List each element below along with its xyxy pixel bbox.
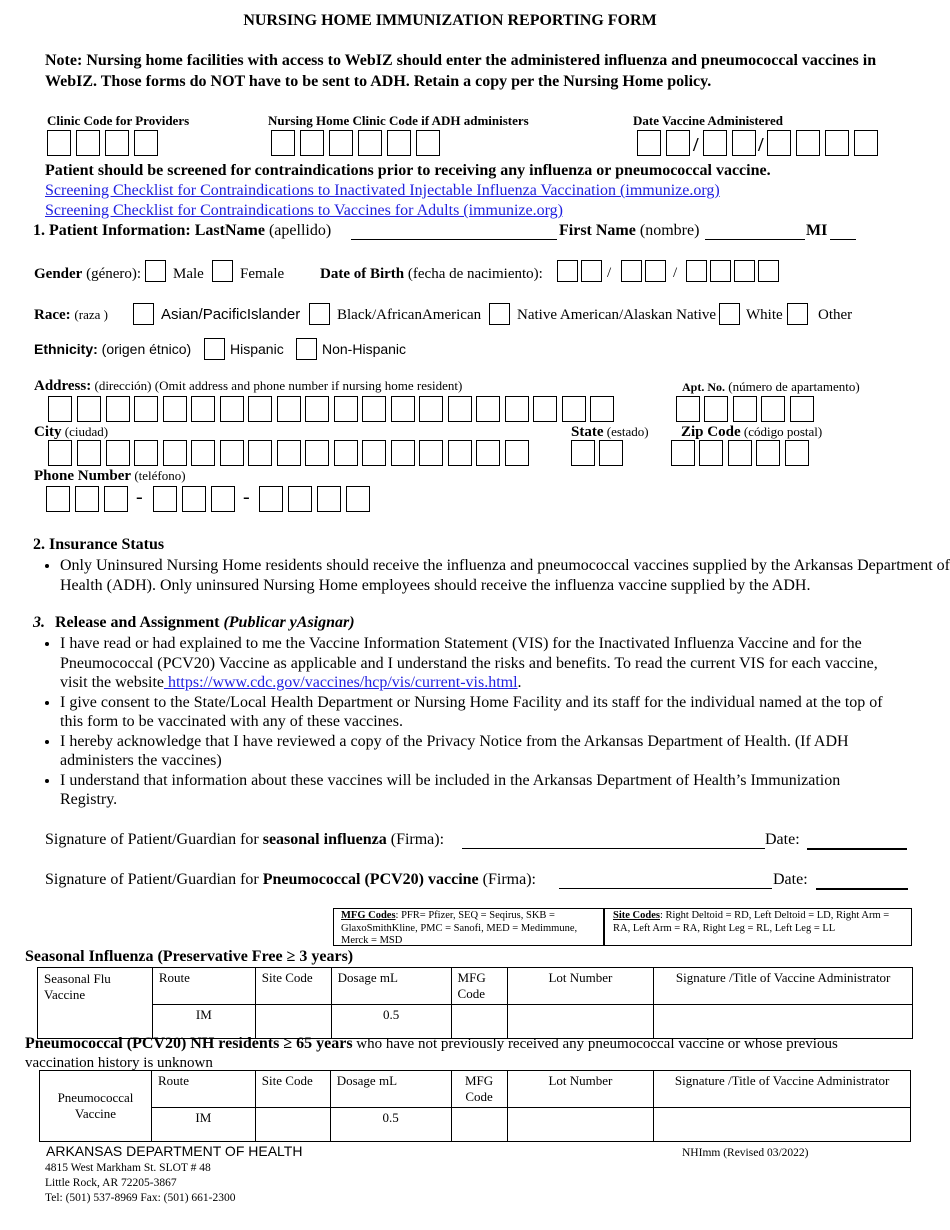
nh-clinic-code-box[interactable] [300,130,324,156]
gender-female-label: Female [240,266,285,282]
dob-separator: / [607,265,612,281]
release-consent-bullet: • I give consent to the State/Local Health Department or Nursing Home Facility and its staff for the individual named at the top of this form to be vaccinated with any of these vaccines. [60,693,888,732]
form-title: NURSING HOME IMMUNIZATION REPORTING FORM [243,12,657,29]
release-vis-text: I have read or had explained to me the Vaccine Information Statement (VIS) for the Inactivated Influenza Vaccine and for the Pneumococcal (PCV20) Vaccine as applicable and I understand the risks and benefits. To read the current VIS for each vaccine, visit the website [60,635,878,691]
first-name-spanish: (nombre) [639,222,700,239]
city-box[interactable] [277,440,301,466]
flu-header-mfg-code: MFG Code [451,968,507,1005]
mfg-codes-title: MFG Codes [341,910,396,921]
gender-line [34,266,141,283]
address-box[interactable] [562,396,586,422]
vis-link[interactable]: https://www.cdc.gov/vaccines/hcp/vis/current-vis.html [163,674,518,691]
address-box[interactable] [391,396,415,422]
release-privacy-bullet: • I hereby acknowledge that I have reviewed a copy of the Privacy Notice from the Arkansas Department of Health. (If ADH administers the vaccines) [60,732,888,771]
race-other-label: Other [818,307,853,323]
apt-spanish: (número de apartamento) [728,379,860,394]
first-name-field[interactable] [705,239,805,240]
city-box[interactable] [248,440,272,466]
last-name-field[interactable] [351,239,557,240]
address-box[interactable] [48,396,72,422]
date-admin-year-box[interactable] [796,130,820,156]
apt-line [682,379,860,395]
address-instructions: (dirección) (Omit address and phone number if nursing home resident) [94,378,463,393]
state-box[interactable] [571,440,595,466]
race-other-checkbox[interactable] [787,303,808,325]
flu-vaccine-table [37,967,913,1039]
pcv-header-site-code: Site Code [255,1071,330,1108]
gender-spanish: (género): [86,266,142,282]
city-box[interactable] [77,440,101,466]
clinic-code-box[interactable] [76,130,100,156]
pcv-site-code-cell[interactable] [255,1108,330,1142]
address-box[interactable] [533,396,557,422]
ethnicity-nonhispanic-label: Non-Hispanic [322,341,407,357]
pcv-heading-rest: who have not previously received any pneumococcal vaccine or whose previous vaccination history is unknown [25,1036,838,1071]
clinic-code-box[interactable] [134,130,158,156]
dob-label: Date of Birth [320,266,405,282]
date-admin-day-box[interactable] [732,130,756,156]
race-asian-checkbox[interactable] [133,303,154,325]
flu-signature-field[interactable] [462,848,765,849]
pcv-signature-suffix: (Firma): [478,871,536,888]
city-box[interactable] [48,440,72,466]
race-asian-label: Asian/PacificIslander [161,306,301,323]
city-box[interactable] [106,440,130,466]
phone-line-box[interactable] [259,486,283,512]
city-box[interactable] [191,440,215,466]
zip-box[interactable] [785,440,809,466]
dob-month-box[interactable] [557,260,578,282]
flu-signature-suffix: (Firma): [386,831,445,848]
zip-label: Zip Code [681,424,741,440]
pcv-header-dosage: Dosage mL [330,1071,451,1108]
phone-label: Phone Number [34,468,132,484]
city-box[interactable] [476,440,500,466]
phone-separator: - [243,486,250,508]
flu-date-label: Date: [765,831,800,848]
date-admin-month-box[interactable] [637,130,661,156]
phone-area-box[interactable] [46,486,70,512]
dob-day-box[interactable] [645,260,666,282]
dob-separator: / [673,265,678,281]
nh-clinic-code-box[interactable] [358,130,382,156]
phone-prefix-box[interactable] [153,486,177,512]
city-box[interactable] [391,440,415,466]
gender-male-label: Male [173,266,204,282]
nh-clinic-code-label: Nursing Home Clinic Code if ADH administers [268,113,529,128]
ethnicity-nonhispanic-checkbox[interactable] [296,338,317,360]
flu-table-heading: Seasonal Influenza (Preservative Free ≥ 3 years) [25,948,354,965]
city-box[interactable] [448,440,472,466]
apt-box[interactable] [761,396,785,422]
apt-box[interactable] [676,396,700,422]
race-white-checkbox[interactable] [719,303,740,325]
race-spanish: (raza ) [74,307,108,322]
flu-header-route: Route [152,968,255,1005]
date-admin-year-box[interactable] [854,130,878,156]
dob-year-box[interactable] [734,260,755,282]
dob-line [320,266,543,283]
state-label: State [571,424,604,440]
flu-header-lot-number: Lot Number [507,968,654,1005]
pcv-header-lot-number: Lot Number [507,1071,654,1108]
flu-signature-bold: seasonal influenza [262,831,387,848]
race-white-label: White [746,307,783,323]
race-native-checkbox[interactable] [489,303,510,325]
apt-box[interactable] [790,396,814,422]
pcv-dosage-cell: 0.5 [330,1108,451,1142]
address-label: Address: [34,378,92,394]
release-vis-period: . [517,674,522,691]
state-spanish: (estado) [606,424,649,439]
pcv-administrator-cell[interactable] [654,1108,911,1142]
flu-signature-prefix: Signature of Patient/Guardian for [45,831,263,848]
middle-initial-label: MI [806,222,828,239]
patient-section-number: 1. [33,222,45,239]
address-box[interactable] [134,396,158,422]
nh-clinic-code-box[interactable] [387,130,411,156]
dob-month-box[interactable] [581,260,602,282]
pcv-table-heading [25,1034,905,1073]
address-box[interactable] [191,396,215,422]
pcv-vaccine-table [39,1070,911,1142]
mfg-codes-text: : PFR= Pfizer, SEQ = Seqirus, SKB = GlaxoSmithKline, PMC = Sanofi, MED = Medimmune, Merck = MSD [341,910,578,946]
phone-area-box[interactable] [104,486,128,512]
ethnicity-spanish: (origen étnico) [101,341,192,357]
pcv-lot-number-cell[interactable] [507,1108,654,1142]
race-native-label: Native American/Alaskan Native [517,307,717,323]
pcv-signature-label [45,871,536,889]
release-vis-bullet [60,634,888,693]
phone-line-box[interactable] [288,486,312,512]
pcv-header-mfg-code: MFG Code [451,1071,507,1108]
address-box[interactable] [362,396,386,422]
release-heading: Release and Assignment [55,614,220,631]
state-box[interactable] [599,440,623,466]
insurance-list [34,556,950,595]
dob-spanish: (fecha de nacimiento): [407,266,543,282]
city-line [34,424,108,441]
flu-vaccine-label: Seasonal Flu Vaccine [38,968,153,1039]
footer-contact: Tel: (501) 537-8969 Fax: (501) 661-2300 [45,1192,236,1204]
pcv-signature-field[interactable] [559,888,772,889]
pcv-signature-prefix: Signature of Patient/Guardian for [45,871,263,888]
release-heading-line [33,614,355,632]
mfg-codes-box [333,908,604,946]
middle-initial-field[interactable] [830,239,856,240]
flu-signature-label [45,831,444,849]
state-line [571,424,649,441]
city-label: City [34,424,62,440]
gender-male-checkbox[interactable] [145,260,166,282]
pcv-date-label: Date: [773,871,808,888]
adult-screening-link[interactable]: Screening Checklist for Contraindications to Vaccines for Adults (immunize.org) [45,202,563,219]
pcv-date-field[interactable] [816,888,908,890]
phone-spanish: (teléfono) [134,468,186,483]
city-box[interactable] [334,440,358,466]
clinic-code-label: Clinic Code for Providers [47,113,190,128]
pcv-header-route: Route [151,1071,255,1108]
first-name-line [559,222,699,240]
clinic-code-box[interactable] [47,130,71,156]
address-box[interactable] [77,396,101,422]
dob-year-box[interactable] [758,260,779,282]
city-box[interactable] [419,440,443,466]
race-black-label: Black/AfricanAmerican [337,307,482,323]
address-box[interactable] [248,396,272,422]
insurance-heading: 2. Insurance Status [33,536,165,553]
address-box[interactable] [277,396,301,422]
city-box[interactable] [220,440,244,466]
site-codes-box [604,908,912,946]
footer-address1: 4815 West Markham St. SLOT # 48 [45,1162,211,1174]
pcv-heading-bold: Pneumococcal (PCV20) NH residents ≥ 65 years [25,1035,353,1052]
gender-label: Gender [34,266,83,282]
footer-revision: NHImm (Revised 03/2022) [682,1147,809,1159]
insurance-bullet: • Only Uninsured Nursing Home residents should receive the influenza and pneumococcal vaccines supplied by the Arkansas Department of Health (ADH). Only uninsured Nursing Home employees should receive the influenza vaccine supplied by the ADH. [60,556,950,595]
last-name-spanish: (apellido) [268,222,332,239]
address-box[interactable] [163,396,187,422]
clinic-code-box[interactable] [105,130,129,156]
ethnicity-hispanic-checkbox[interactable] [204,338,225,360]
apt-box[interactable] [733,396,757,422]
site-codes-title: Site Codes [613,910,660,921]
patient-section-label: Patient Information: Last [49,222,225,239]
phone-prefix-box[interactable] [182,486,206,512]
race-black-checkbox[interactable] [309,303,330,325]
race-line [34,307,108,324]
footer-department: ARKANSAS DEPARTMENT OF HEALTH [46,1143,303,1159]
date-admin-year-box[interactable] [825,130,849,156]
flu-date-field[interactable] [807,848,907,850]
gender-female-checkbox[interactable] [212,260,233,282]
address-box[interactable] [106,396,130,422]
pcv-mfg-code-cell[interactable] [451,1108,507,1142]
first-name-label: First Name [559,222,636,239]
zip-box[interactable] [756,440,780,466]
date-separator: / [693,134,699,156]
address-box[interactable] [419,396,443,422]
site-codes-text: : Right Deltoid = RD, Left Deltoid = LD, Right Arm = RA, Left Arm = RA, Right Leg = RL, Left Leg = LL [613,910,890,934]
flu-route-cell: IM [152,1005,255,1039]
race-label: Race: [34,307,71,323]
date-admin-day-box[interactable] [703,130,727,156]
city-box[interactable] [134,440,158,466]
phone-area-box[interactable] [75,486,99,512]
address-box[interactable] [305,396,329,422]
flu-header-site-code: Site Code [255,968,331,1005]
city-box[interactable] [362,440,386,466]
city-box[interactable] [163,440,187,466]
dob-day-box[interactable] [621,260,642,282]
address-box[interactable] [220,396,244,422]
phone-line-box[interactable] [317,486,341,512]
ethnicity-label: Ethnicity: [34,341,98,357]
city-spanish: (ciudad) [64,424,109,439]
release-number: 3. [33,614,45,631]
phone-separator: - [136,486,143,508]
phone-prefix-box[interactable] [211,486,235,512]
webiz-note: Note: Nursing home facilities with access to WebIZ should enter the administered influenza and pneumococcal vaccines in WebIZ. Those forms do NOT have to be sent to ADH. Retain a copy per the Nursing Home policy. [45,52,877,90]
dob-year-box[interactable] [686,260,707,282]
date-admin-month-box[interactable] [666,130,690,156]
release-registry-bullet: • I understand that information about these vaccines will be included in the Arkansas Department of Health’s Immunization Registry. [60,771,888,810]
address-line [34,378,462,395]
pcv-signature-bold: Pneumococcal (PCV20) vaccine [262,871,479,888]
zip-box[interactable] [699,440,723,466]
nh-clinic-code-box[interactable] [329,130,353,156]
apt-label: Apt. No. [682,380,726,394]
phone-line-box[interactable] [346,486,370,512]
dob-year-box[interactable] [710,260,731,282]
city-box[interactable] [505,440,529,466]
ethnicity-hispanic-label: Hispanic [230,341,284,357]
screening-notice: Patient should be screened for contraindications prior to receiving any influenza or pneumococcal vaccine. [45,162,771,179]
pcv-route-cell: IM [151,1108,255,1142]
last-name-label: Name [224,222,265,239]
address-box[interactable] [334,396,358,422]
release-heading-spanish: (Publicar yAsignar) [223,614,355,631]
phone-line [34,468,186,485]
pcv-header-administrator: Signature /Title of Vaccine Administrator [654,1071,911,1108]
nh-clinic-code-box[interactable] [271,130,295,156]
zip-spanish: (código postal) [743,424,823,439]
flu-header-dosage: Dosage mL [331,968,451,1005]
date-admin-year-box[interactable] [767,130,791,156]
nh-clinic-code-box[interactable] [416,130,440,156]
release-list [34,634,888,810]
patient-name-line [33,222,331,240]
address-box[interactable] [448,396,472,422]
zip-line [681,424,822,441]
zip-box[interactable] [728,440,752,466]
date-administered-label: Date Vaccine Administered [633,113,783,128]
pcv-vaccine-label: Pneumococcal Vaccine [40,1071,152,1142]
ethnicity-line [34,341,191,357]
address-box[interactable] [590,396,614,422]
footer-address2: Little Rock, AR 72205-3867 [45,1177,177,1189]
address-box[interactable] [476,396,500,422]
city-box[interactable] [305,440,329,466]
date-separator: / [758,134,764,156]
apt-box[interactable] [704,396,728,422]
flu-header-administrator: Signature /Title of Vaccine Administrator [654,968,913,1005]
address-box[interactable] [505,396,529,422]
flu-screening-link[interactable]: Screening Checklist for Contraindications to Inactivated Injectable Influenza Vaccination (immunize.org) [45,182,720,199]
flu-dosage-cell: 0.5 [331,1005,451,1039]
zip-box[interactable] [671,440,695,466]
